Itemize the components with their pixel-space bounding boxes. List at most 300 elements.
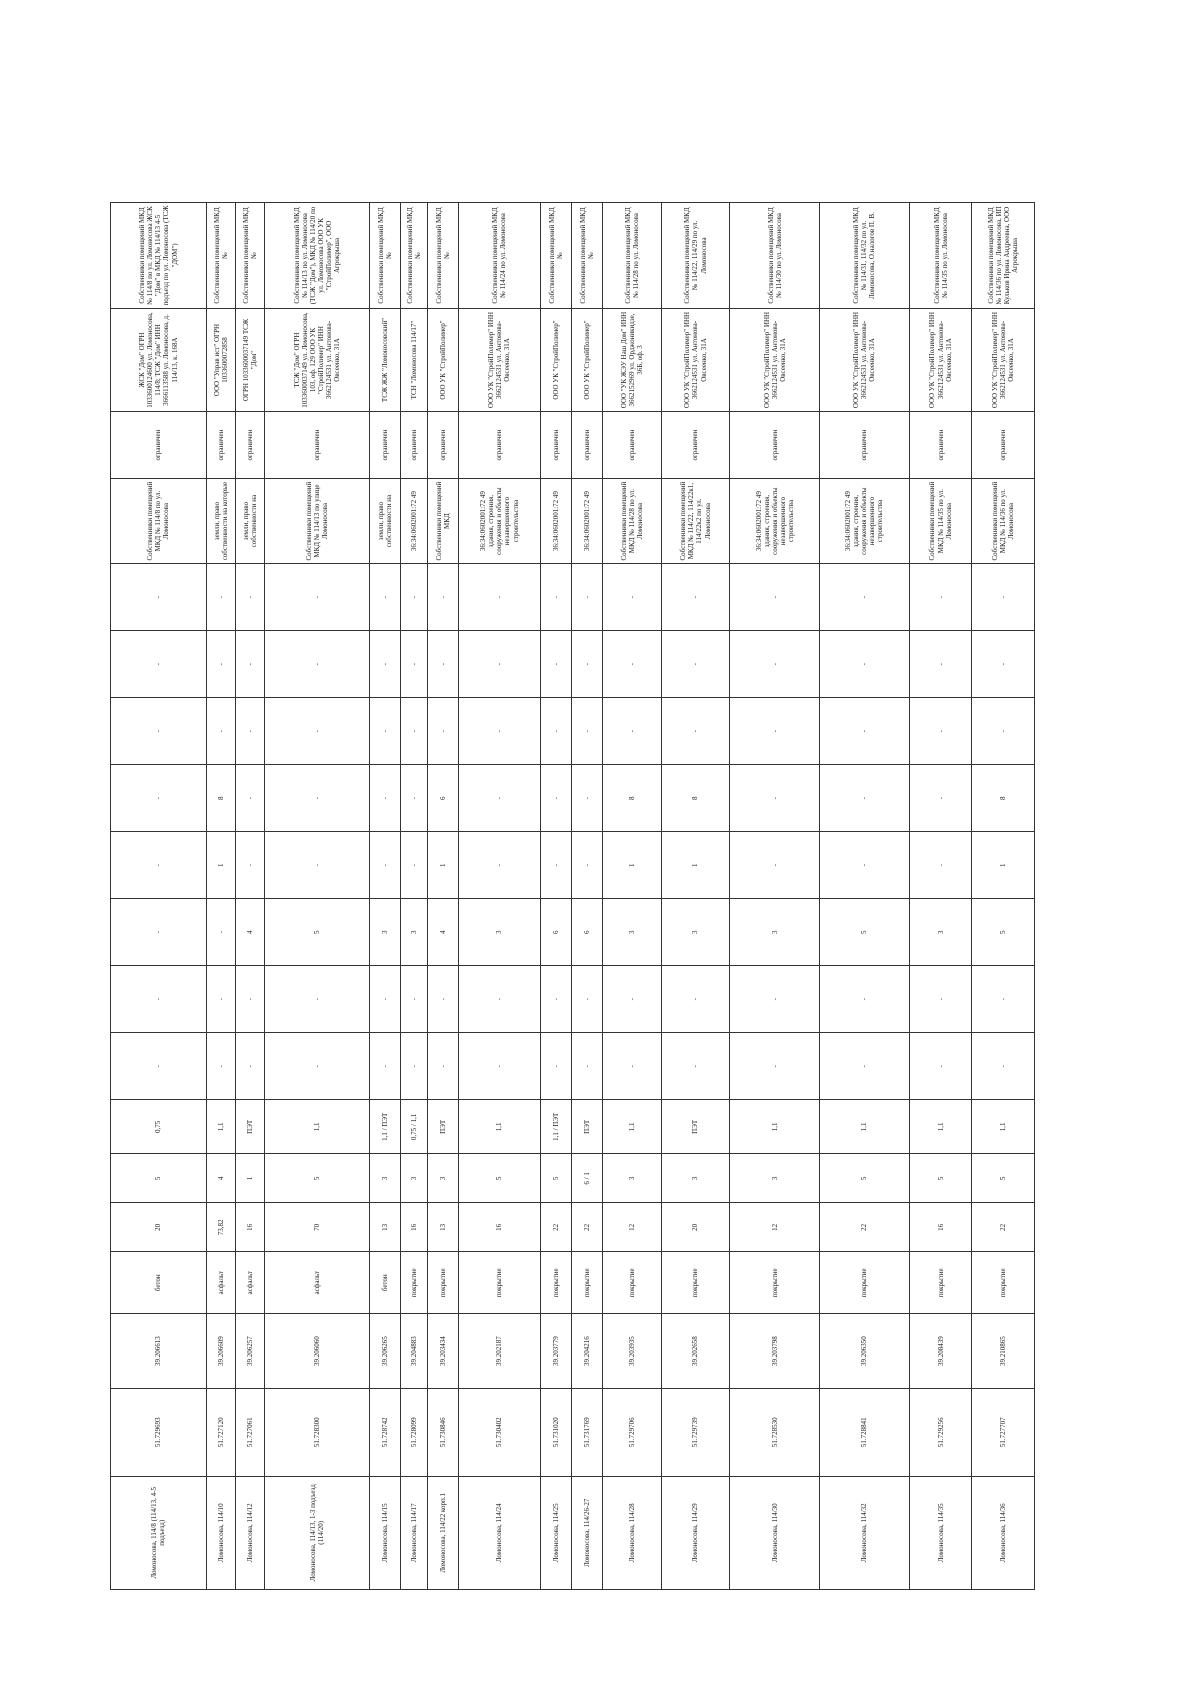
cell-col-a: - <box>427 1033 458 1100</box>
cell-col-g: - <box>369 631 400 698</box>
cell-owner: Собственники помещений МКД № 114/13 по улице Ломоносова <box>265 479 369 564</box>
cell-source: Собственники помещений МКД № <box>236 203 265 309</box>
cell-col-g: - <box>661 631 730 698</box>
cell-col-h: - <box>603 564 661 631</box>
cell-col-g: - <box>972 631 1035 698</box>
cell-area: 16 <box>909 1203 972 1252</box>
cell-col-g: - <box>427 631 458 698</box>
cell-col-b: - <box>571 966 602 1033</box>
cell-col-f: - <box>820 698 910 765</box>
cell-source: Собственники помещений МКД № 114/28 по ул. Ломоносова <box>603 203 661 309</box>
table-row <box>236 203 265 1590</box>
cell-col-a: - <box>400 1033 427 1100</box>
cell-col-c: 3 <box>400 899 427 966</box>
cell-accessibility: ограничен <box>661 412 730 479</box>
rotated-table-container <box>110 202 1035 1590</box>
cell-address: Ломоносова, 114/13, 1-3 подъезд (114/20) <box>265 1476 369 1589</box>
cell-owner: 36:34:0602001:72 49 <box>540 479 571 564</box>
cell-surface: покрытие <box>661 1252 730 1314</box>
cell-containers: 5 <box>265 1154 369 1203</box>
cell-coordinates: 39.208439 <box>909 1314 972 1389</box>
cell-source: Собственники помещений МКД № 114/13 по ул. Ломоносова (ТСЖ "Дом"), МКД № 114/20 по ул. Ломоносова ООО УК "СтройПолимер", ООО Агрокрыша <box>265 203 369 309</box>
cell-owner: 36:34:0602001:72 49 <box>571 479 602 564</box>
cell-col-h: - <box>206 564 235 631</box>
cell-col-b: - <box>661 966 730 1033</box>
cell-cadastral-number: 51.728742 <box>369 1388 400 1476</box>
cell-coordinates: 39.206609 <box>206 1314 235 1389</box>
cell-col-e: - <box>265 765 369 832</box>
cell-address: Ломоносова, 114/24 <box>459 1476 540 1589</box>
cell-col-h: - <box>111 564 207 631</box>
cell-operator: ООО УК "СтройПолимер" <box>427 308 458 411</box>
cell-col-a: - <box>236 1033 265 1100</box>
cell-source: Собственники помещений МКД № <box>540 203 571 309</box>
cell-col-g: - <box>603 631 661 698</box>
cell-col-h: - <box>820 564 910 631</box>
cell-address: Ломоносова, 114/17 <box>400 1476 427 1589</box>
cell-cadastral-number: 51.728300 <box>265 1388 369 1476</box>
cell-col-f: - <box>540 698 571 765</box>
cell-col-c: 3 <box>369 899 400 966</box>
cell-col-c: 3 <box>603 899 661 966</box>
cell-cadastral-number: 51.729739 <box>661 1388 730 1476</box>
cell-cadastral-number: 51.729693 <box>111 1388 207 1476</box>
cell-col-c: 5 <box>972 899 1035 966</box>
cell-source: Собственники помещений МКД № 114/30 по ул. Ломоносова <box>730 203 820 309</box>
cell-col-f: - <box>972 698 1035 765</box>
cell-accessibility: ограничен <box>820 412 910 479</box>
cell-coordinates: 39.203434 <box>427 1314 458 1389</box>
cell-col-c: 4 <box>427 899 458 966</box>
cell-coordinates: 39.203798 <box>730 1314 820 1389</box>
table-row <box>730 203 820 1590</box>
cell-surface: бетон <box>111 1252 207 1314</box>
table-row <box>400 203 427 1590</box>
table-row <box>206 203 235 1590</box>
cell-address: Ломоносова, 114/36 <box>972 1476 1035 1589</box>
cell-area: 13 <box>369 1203 400 1252</box>
cell-col-f: - <box>730 698 820 765</box>
cell-accessibility: ограничен <box>265 412 369 479</box>
cell-cadastral-number: 51.727120 <box>206 1388 235 1476</box>
cell-coordinates: 39.206350 <box>820 1314 910 1389</box>
cell-area: 70 <box>265 1203 369 1252</box>
table-row <box>369 203 400 1590</box>
cell-col-d: - <box>730 832 820 899</box>
cell-volume: 1,1 / ПЭТ <box>540 1100 571 1154</box>
cell-coordinates: 39.202658 <box>661 1314 730 1389</box>
cell-source: Собственники помещений МКД № <box>427 203 458 309</box>
cell-col-g: - <box>111 631 207 698</box>
cell-surface: покрытие <box>459 1252 540 1314</box>
cell-col-e: - <box>909 765 972 832</box>
cell-address: Ломоносова, 114/15 <box>369 1476 400 1589</box>
table-row <box>909 203 972 1590</box>
cell-owner: Собственники помещений МКД № 114/36 по ул. Ломоносова <box>972 479 1035 564</box>
cell-col-f: - <box>206 698 235 765</box>
table-row <box>427 203 458 1590</box>
table-row <box>111 203 207 1590</box>
cell-coordinates: 39.206060 <box>265 1314 369 1389</box>
cell-operator: ОГРН 1033600037149 ТСЖ "Дом" <box>236 308 265 411</box>
cell-col-b: - <box>111 966 207 1033</box>
cell-containers: 5 <box>111 1154 207 1203</box>
cell-address: Ломоносова, 114/35 <box>909 1476 972 1589</box>
cell-col-a: - <box>820 1033 910 1100</box>
cell-col-e: - <box>236 765 265 832</box>
cell-col-g: - <box>459 631 540 698</box>
cell-accessibility: ограничен <box>972 412 1035 479</box>
cell-cadastral-number: 51.731769 <box>571 1388 602 1476</box>
cell-accessibility: ограничен <box>206 412 235 479</box>
cell-col-e: - <box>369 765 400 832</box>
cell-col-c: 5 <box>820 899 910 966</box>
cell-col-c: 3 <box>661 899 730 966</box>
cell-containers: 3 <box>400 1154 427 1203</box>
cell-containers: 5 <box>459 1154 540 1203</box>
cell-col-d: - <box>571 832 602 899</box>
cell-area: 16 <box>400 1203 427 1252</box>
cell-volume: 0,75 <box>111 1100 207 1154</box>
cell-surface: асфальт <box>265 1252 369 1314</box>
cell-address: Ломоносова, 114/28 <box>603 1476 661 1589</box>
cell-col-h: - <box>427 564 458 631</box>
table-row <box>459 203 540 1590</box>
cell-operator: ООО УК "СтройПолимер" <box>540 308 571 411</box>
cell-area: 22 <box>540 1203 571 1252</box>
cell-surface: бетон <box>369 1252 400 1314</box>
cell-cadastral-number: 51.727061 <box>236 1388 265 1476</box>
table-body <box>111 203 1035 1590</box>
cell-coordinates: 39.204216 <box>571 1314 602 1389</box>
cell-owner: земли, право собственности на которые <box>206 479 235 564</box>
cell-source: Собственники помещений МКД № 114/31, 114/32 по ул. Ломоносова, О.налогов П. В. <box>820 203 910 309</box>
cell-owner: земли, право собственности на <box>236 479 265 564</box>
cell-source: Собственники помещений МКД № <box>369 203 400 309</box>
cell-operator: ЖСК "Дом" ОГРН 1033600124600 ул. Ломоносова, 114/8; ТСЖ "Дом" ИНН 3666113588 ул. Ломоносова, д. 114/13, к. 168А <box>111 308 207 411</box>
cell-col-f: - <box>369 698 400 765</box>
cell-col-a: - <box>369 1033 400 1100</box>
cell-col-c: 6 <box>571 899 602 966</box>
cell-volume: ПЭТ <box>427 1100 458 1154</box>
cell-volume: 1,1 / ПЭТ <box>369 1100 400 1154</box>
cell-source: Собственники помещений МКД № 114/24 по ул. Ломоносова <box>459 203 540 309</box>
cell-col-b: - <box>427 966 458 1033</box>
cell-col-a: - <box>730 1033 820 1100</box>
cell-operator: ТСЖ ЖЖ "Ломоносовский" <box>369 308 400 411</box>
cell-source: Собственники помещений МКД № <box>206 203 235 309</box>
cell-col-d: 1 <box>603 832 661 899</box>
cell-col-g: - <box>265 631 369 698</box>
cell-col-b: - <box>265 966 369 1033</box>
table-row <box>265 203 369 1590</box>
cell-address: Ломоносова, 114/10 <box>206 1476 235 1589</box>
cell-source: Собственники помещений МКД № <box>400 203 427 309</box>
cell-address: Ломоносова, 114/26-27 <box>571 1476 602 1589</box>
cell-cadastral-number: 51.729256 <box>909 1388 972 1476</box>
cell-area: 13 <box>427 1203 458 1252</box>
cell-col-d: - <box>540 832 571 899</box>
cell-col-f: - <box>265 698 369 765</box>
document-page <box>110 202 1035 1590</box>
cell-col-h: - <box>265 564 369 631</box>
cell-col-e: 6 <box>427 765 458 832</box>
cell-cadastral-number: 51.731020 <box>540 1388 571 1476</box>
cell-col-d: - <box>459 832 540 899</box>
cell-col-e: - <box>459 765 540 832</box>
cell-accessibility: ограничен <box>730 412 820 479</box>
cell-accessibility: ограничен <box>427 412 458 479</box>
cell-col-h: - <box>730 564 820 631</box>
cell-operator: ООО "УК ЖЭУ Наш Дом" ИНН 3662152969 ул. Орджоникидзе, 36Б, оф. 3 <box>603 308 661 411</box>
cell-col-e: 8 <box>972 765 1035 832</box>
waste-site-registry-table <box>110 202 1035 1590</box>
cell-col-f: - <box>111 698 207 765</box>
cell-containers: 3 <box>603 1154 661 1203</box>
cell-volume: 1,1 <box>730 1100 820 1154</box>
cell-col-g: - <box>571 631 602 698</box>
cell-surface: покрытие <box>820 1252 910 1314</box>
cell-col-b: - <box>400 966 427 1033</box>
cell-area: 22 <box>972 1203 1035 1252</box>
cell-col-d: - <box>111 832 207 899</box>
cell-cadastral-number: 51.729706 <box>603 1388 661 1476</box>
cell-col-h: - <box>369 564 400 631</box>
cell-coordinates: 39.204883 <box>400 1314 427 1389</box>
cell-col-c: 5 <box>265 899 369 966</box>
cell-surface: покрытие <box>972 1252 1035 1314</box>
cell-source: Собственники помещений МКД № 114/8 по ул. Ломоносова ЖСК "Дом" в МКД № 114/13 4-5 подъезд по ул. Ломоносова (ТСЖ "ДОМ") <box>111 203 207 309</box>
cell-col-c: 4 <box>236 899 265 966</box>
cell-owner: Собственники помещений МКД № 114/35 по ул. Ломоносова <box>909 479 972 564</box>
cell-owner: 36:34:0602001:72 49 здания, строения, сооружения и объекты незавершенного строительства <box>459 479 540 564</box>
cell-surface: покрытие <box>427 1252 458 1314</box>
cell-volume: 1,1 <box>820 1100 910 1154</box>
cell-area: 20 <box>661 1203 730 1252</box>
cell-coordinates: 39.206265 <box>369 1314 400 1389</box>
cell-surface: покрытие <box>400 1252 427 1314</box>
cell-containers: 4 <box>206 1154 235 1203</box>
cell-containers: 3 <box>730 1154 820 1203</box>
cell-col-g: - <box>820 631 910 698</box>
cell-address: Ломоносова, 114/22 корп.1 <box>427 1476 458 1589</box>
cell-volume: 1,1 <box>603 1100 661 1154</box>
cell-accessibility: ограничен <box>571 412 602 479</box>
cell-coordinates: 39.210865 <box>972 1314 1035 1389</box>
cell-col-f: - <box>459 698 540 765</box>
cell-surface: покрытие <box>603 1252 661 1314</box>
cell-cadastral-number: 51.730846 <box>427 1388 458 1476</box>
cell-col-c: - <box>206 899 235 966</box>
cell-col-h: - <box>972 564 1035 631</box>
cell-source: Собственники помещений МКД № <box>571 203 602 309</box>
cell-col-e: 8 <box>603 765 661 832</box>
cell-volume: 1,1 <box>459 1100 540 1154</box>
cell-col-c: 3 <box>730 899 820 966</box>
cell-surface: покрытие <box>909 1252 972 1314</box>
cell-owner: Собственники помещений МКД № 114/22, 114/22к1, 114/22к2 по ул. Ломоносова <box>661 479 730 564</box>
cell-operator: ТСЖ "Дом" ОГРН 1033600037149 ул. Ломоносова, 103, оф. 129 ООО УК "СтройПолимер" ИНН 3662124531 ул. Антонова-Овсеенко, 31А <box>265 308 369 411</box>
cell-col-d: - <box>400 832 427 899</box>
cell-col-f: - <box>427 698 458 765</box>
cell-coordinates: 39.202187 <box>459 1314 540 1389</box>
cell-accessibility: ограничен <box>400 412 427 479</box>
cell-address: Ломоносова, 114/30 <box>730 1476 820 1589</box>
table-row <box>540 203 571 1590</box>
cell-col-e: - <box>730 765 820 832</box>
cell-col-a: - <box>265 1033 369 1100</box>
cell-surface: покрытие <box>730 1252 820 1314</box>
cell-operator: ООО УК "СтройПолимер" ИНН 3662124531 ул. Антонова-Овсеенко, 31А <box>661 308 730 411</box>
cell-col-d: - <box>820 832 910 899</box>
cell-containers: 1 <box>236 1154 265 1203</box>
table-row <box>972 203 1035 1590</box>
table-row <box>820 203 910 1590</box>
cell-area: 22 <box>571 1203 602 1252</box>
cell-col-a: - <box>909 1033 972 1100</box>
cell-owner: Собственники помещений МКД <box>427 479 458 564</box>
cell-col-h: - <box>661 564 730 631</box>
cell-accessibility: ограничен <box>540 412 571 479</box>
cell-operator: ООО УК "СтройПолимер" ИНН 3662124531 ул. Антонова-Овсеенко, 31А <box>459 308 540 411</box>
cell-owner: Собственники помещений МКД № 114/28 по ул. Ломоносова <box>603 479 661 564</box>
cell-source: Собственники помещений МКД № 114/22, 114/29 по ул. Ломоносова <box>661 203 730 309</box>
cell-col-c: 3 <box>459 899 540 966</box>
cell-containers: 5 <box>540 1154 571 1203</box>
cell-col-f: - <box>236 698 265 765</box>
cell-col-g: - <box>730 631 820 698</box>
cell-col-a: - <box>111 1033 207 1100</box>
cell-col-h: - <box>571 564 602 631</box>
cell-accessibility: ограничен <box>603 412 661 479</box>
cell-containers: 3 <box>369 1154 400 1203</box>
cell-area: 73,82 <box>206 1203 235 1252</box>
cell-col-f: - <box>603 698 661 765</box>
cell-volume: 1,1 <box>972 1100 1035 1154</box>
cell-coordinates: 39.203935 <box>603 1314 661 1389</box>
cell-col-d: - <box>236 832 265 899</box>
cell-operator: ООО УК "СтройПолимер" <box>571 308 602 411</box>
cell-area: 22 <box>820 1203 910 1252</box>
cell-surface: покрытие <box>571 1252 602 1314</box>
cell-area: 12 <box>730 1203 820 1252</box>
cell-col-h: - <box>909 564 972 631</box>
table-row <box>571 203 602 1590</box>
table-row <box>603 203 661 1590</box>
cell-containers: 3 <box>427 1154 458 1203</box>
cell-owner: 36:34:0602001:72 49 здания, строения, сооружения и объекты незавершенного строительства <box>820 479 910 564</box>
cell-col-f: - <box>661 698 730 765</box>
cell-accessibility: ограничен <box>236 412 265 479</box>
cell-col-e: - <box>540 765 571 832</box>
cell-address: Ломоносова, 114/25 <box>540 1476 571 1589</box>
cell-surface: покрытие <box>540 1252 571 1314</box>
cell-cadastral-number: 51.728099 <box>400 1388 427 1476</box>
cell-source: Собственники помещений МКД № 114/35 по ул. Ломоносова <box>909 203 972 309</box>
cell-col-e: - <box>571 765 602 832</box>
cell-area: 16 <box>459 1203 540 1252</box>
cell-operator: ООО "Управ ист" ОГРН 1033600072858 <box>206 308 235 411</box>
cell-col-h: - <box>236 564 265 631</box>
cell-col-d: 1 <box>206 832 235 899</box>
cell-col-b: - <box>909 966 972 1033</box>
cell-containers: 5 <box>820 1154 910 1203</box>
cell-surface: асфальт <box>236 1252 265 1314</box>
cell-volume: ПЭТ <box>661 1100 730 1154</box>
cell-coordinates: 39.206257 <box>236 1314 265 1389</box>
cell-col-b: - <box>820 966 910 1033</box>
cell-volume: 0,75 / 1,1 <box>400 1100 427 1154</box>
cell-owner: земли, право собственности на <box>369 479 400 564</box>
cell-col-c: 6 <box>540 899 571 966</box>
cell-volume: 1,1 <box>265 1100 369 1154</box>
cell-col-b: - <box>459 966 540 1033</box>
cell-col-f: - <box>400 698 427 765</box>
cell-operator: ООО УК "СтройПолимер" ИНН 3662124531 ул. Антонова-Овсеенко, 31А <box>730 308 820 411</box>
table-row <box>661 203 730 1590</box>
cell-col-f: - <box>571 698 602 765</box>
cell-col-a: - <box>206 1033 235 1100</box>
cell-col-a: - <box>459 1033 540 1100</box>
cell-col-d: - <box>265 832 369 899</box>
cell-volume: 1,1 <box>206 1100 235 1154</box>
cell-owner: Собственники помещений МКД № 114/8 по ул. Ломоносова <box>111 479 207 564</box>
cell-col-g: - <box>540 631 571 698</box>
cell-accessibility: ограничен <box>111 412 207 479</box>
cell-col-h: - <box>400 564 427 631</box>
cell-col-g: - <box>400 631 427 698</box>
cell-volume: ПЭТ <box>236 1100 265 1154</box>
cell-cadastral-number: 51.728530 <box>730 1388 820 1476</box>
cell-col-b: - <box>603 966 661 1033</box>
cell-col-a: - <box>661 1033 730 1100</box>
cell-col-e: - <box>111 765 207 832</box>
cell-containers: 5 <box>972 1154 1035 1203</box>
cell-owner: 36:34:0602001:72 49 здания, строения, сооружения и объекты незавершенного строительства <box>730 479 820 564</box>
cell-containers: 5 <box>909 1154 972 1203</box>
cell-operator: ООО УК "СтройПолимер" ИНН 3662124531 ул. Антонова-Овсеенко, 31А <box>972 308 1035 411</box>
cell-col-d: - <box>909 832 972 899</box>
cell-accessibility: ограничен <box>459 412 540 479</box>
cell-coordinates: 39.206613 <box>111 1314 207 1389</box>
cell-source: Собственники помещений МКД № 114/36 по ул. Ломоносова, ИП Кульков Ирина Андреевна, ООО Агрокрыша <box>972 203 1035 309</box>
cell-coordinates: 39.203779 <box>540 1314 571 1389</box>
cell-col-e: - <box>400 765 427 832</box>
cell-accessibility: ограничен <box>369 412 400 479</box>
cell-address: Ломоносова, 114/32 <box>820 1476 910 1589</box>
cell-col-b: - <box>972 966 1035 1033</box>
cell-col-d: 1 <box>661 832 730 899</box>
cell-containers: 6 / 1 <box>571 1154 602 1203</box>
cell-owner: 36:34:0602001:72 49 <box>400 479 427 564</box>
cell-col-c: 3 <box>909 899 972 966</box>
cell-col-g: - <box>236 631 265 698</box>
cell-col-g: - <box>909 631 972 698</box>
cell-col-f: - <box>909 698 972 765</box>
cell-col-d: - <box>369 832 400 899</box>
cell-col-b: - <box>540 966 571 1033</box>
cell-area: 20 <box>111 1203 207 1252</box>
cell-cadastral-number: 51.730402 <box>459 1388 540 1476</box>
cell-col-h: - <box>459 564 540 631</box>
cell-volume: 1,1 <box>909 1100 972 1154</box>
cell-col-d: 1 <box>427 832 458 899</box>
cell-col-b: - <box>369 966 400 1033</box>
cell-address: Ломоносова, 114/12 <box>236 1476 265 1589</box>
cell-address: Ломоносова, 114/8 (114/13, 4-5 подъезд) <box>111 1476 207 1589</box>
cell-cadastral-number: 51.727707 <box>972 1388 1035 1476</box>
cell-col-b: - <box>730 966 820 1033</box>
